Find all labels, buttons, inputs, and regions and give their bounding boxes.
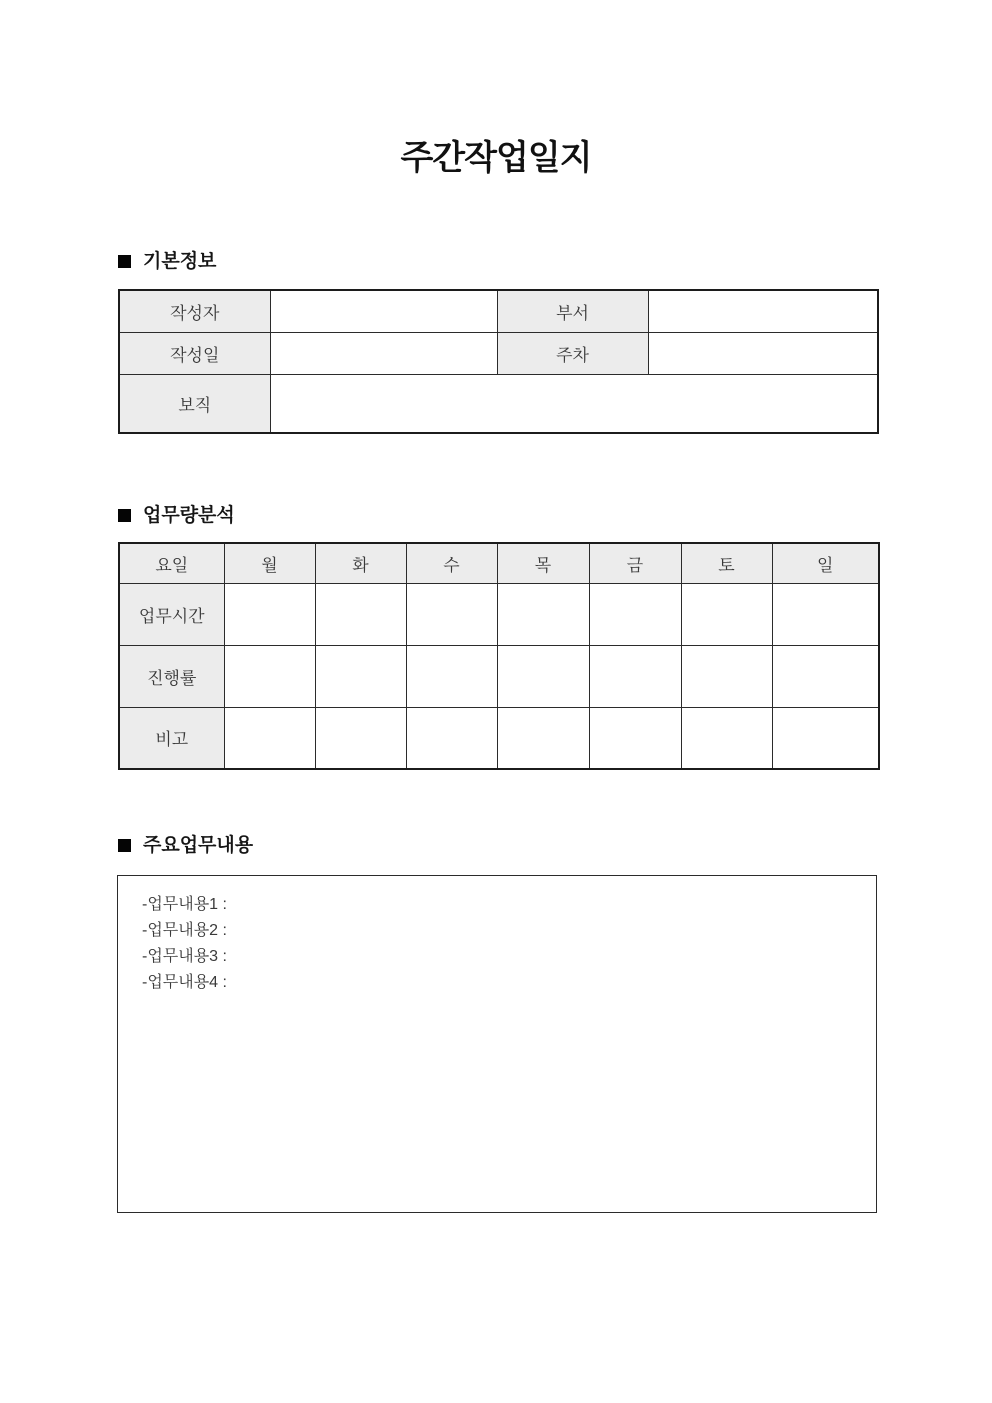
basic-info-label-author: 작성자 <box>119 290 270 332</box>
workload-data-cell[interactable] <box>224 707 315 769</box>
workload-data-cell[interactable] <box>589 583 681 645</box>
table-row <box>119 374 878 433</box>
workload-data-cell[interactable] <box>406 645 497 707</box>
table-row <box>119 290 878 332</box>
workload-table <box>118 542 880 770</box>
workload-data-cell[interactable] <box>315 707 406 769</box>
task-line-4: -업무내용4 : <box>142 974 227 991</box>
workload-day-header-sun: 일 <box>772 543 879 583</box>
table-row <box>119 583 879 645</box>
table-row <box>119 332 878 374</box>
workload-day-header-fri: 금 <box>589 543 681 583</box>
basic-info-value-week[interactable] <box>648 332 878 374</box>
main-tasks-box[interactable] <box>117 875 877 1213</box>
basic-info-label-position: 보직 <box>119 374 270 433</box>
basic-info-label-date: 작성일 <box>119 332 270 374</box>
workload-data-cell[interactable] <box>406 583 497 645</box>
workload-data-cell[interactable] <box>681 645 772 707</box>
workload-corner-header: 요일 <box>119 543 224 583</box>
workload-data-cell[interactable] <box>772 583 879 645</box>
workload-day-header-thu: 목 <box>497 543 589 583</box>
task-line-1: -업무내용1 : <box>142 896 227 913</box>
workload-data-cell[interactable] <box>224 583 315 645</box>
workload-data-cell[interactable] <box>315 583 406 645</box>
table-row <box>119 645 879 707</box>
section-heading-label: 업무량분석 <box>143 505 235 526</box>
section-heading-main-tasks <box>118 836 253 855</box>
basic-info-value-position[interactable] <box>270 374 878 433</box>
section-bullet-icon <box>118 839 131 852</box>
basic-info-value-author[interactable] <box>270 290 497 332</box>
workload-row-label-notes: 비고 <box>119 707 224 769</box>
workload-row-label-hours: 업무시간 <box>119 583 224 645</box>
workload-day-header-tue: 화 <box>315 543 406 583</box>
table-row <box>119 543 879 583</box>
table-row <box>119 707 879 769</box>
basic-info-value-date[interactable] <box>270 332 497 374</box>
workload-data-cell[interactable] <box>772 707 879 769</box>
workload-day-header-sat: 토 <box>681 543 772 583</box>
section-heading-label: 주요업무내용 <box>143 835 254 856</box>
section-heading-workload <box>118 506 235 525</box>
section-bullet-icon <box>118 509 131 522</box>
workload-data-cell[interactable] <box>772 645 879 707</box>
section-bullet-icon <box>118 255 131 268</box>
basic-info-label-department: 부서 <box>497 290 648 332</box>
workload-data-cell[interactable] <box>497 583 589 645</box>
basic-info-table <box>118 289 879 434</box>
workload-data-cell[interactable] <box>497 645 589 707</box>
workload-data-cell[interactable] <box>681 583 772 645</box>
workload-data-cell[interactable] <box>681 707 772 769</box>
task-line-2: -업무내용2 : <box>142 922 227 939</box>
workload-day-header-mon: 월 <box>224 543 315 583</box>
workload-data-cell[interactable] <box>589 707 681 769</box>
workload-data-cell[interactable] <box>589 645 681 707</box>
workload-row-label-progress: 진행률 <box>119 645 224 707</box>
workload-day-header-wed: 수 <box>406 543 497 583</box>
workload-data-cell[interactable] <box>315 645 406 707</box>
workload-data-cell[interactable] <box>497 707 589 769</box>
task-line-3: -업무내용3 : <box>142 948 227 965</box>
workload-data-cell[interactable] <box>224 645 315 707</box>
workload-data-cell[interactable] <box>406 707 497 769</box>
basic-info-value-department[interactable] <box>648 290 878 332</box>
section-heading-label: 기본정보 <box>143 251 217 272</box>
page-title: 주간작업일지 <box>400 139 592 177</box>
basic-info-label-week: 주차 <box>497 332 648 374</box>
section-heading-basic-info <box>118 252 216 271</box>
